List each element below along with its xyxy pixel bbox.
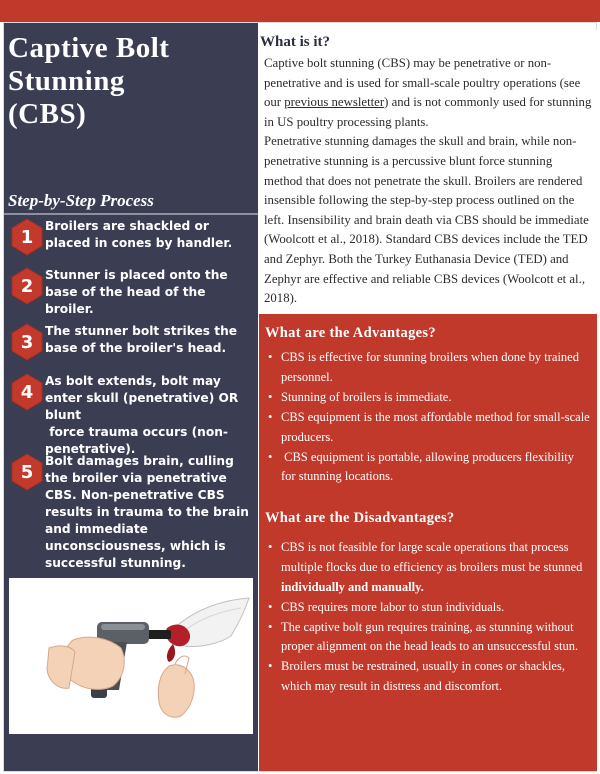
title-line: Captive Bolt xyxy=(8,32,170,64)
advantages-heading: What are the Advantages? xyxy=(265,325,436,341)
step-text-line: As bolt extends, bolt may enter skull (penetrative) OR blunt xyxy=(45,374,239,422)
top-accent-bar xyxy=(0,0,600,22)
captive-bolt-illustration xyxy=(9,578,253,734)
step-number: 3 xyxy=(20,331,34,353)
pros-cons-panel xyxy=(259,314,597,771)
list-item: • CBS equipment is portable, allowing producers flexibility for stunning locations. xyxy=(265,448,591,488)
what-is-it-paragraph xyxy=(264,54,592,132)
step-number-badge xyxy=(8,218,46,256)
previous-newsletter-link[interactable]: previous newsletter xyxy=(284,95,385,110)
list-item: • CBS is effective for stunning broilers when done by trained personnel. xyxy=(265,348,591,388)
step-text: Broilers are shackled or placed in cones by handler. xyxy=(45,219,233,250)
step-number-badge xyxy=(8,373,46,411)
what-is-it-section xyxy=(259,30,597,313)
paragraph-text: Captive bolt stunning (CBS) may be penetrative or non-penetrative and is used for small-scale poultry operations (see our xyxy=(264,56,581,110)
list-item xyxy=(265,538,591,597)
what-is-it-paragraph: Penetrative stunning damages the skull and brain, while non-penetrative stunning is a percussive blunt force stunning method that does not penetrate the skull. Broilers are rendered insensible following the step-by-step process outlined on the left. Insensibility and brain death via CBS should be immediate (Woolcott et al., 2018). Standard CBS devices include the TED and Zephyr. Both the Turkey Euthanasia Device (TED) and Zephyr are effective and reliable CBS devices (Woolcott et al., 2018). xyxy=(264,134,589,306)
disadvantages-list xyxy=(265,538,591,697)
steps-divider xyxy=(4,213,258,215)
paragraph-text: ) and is not commonly used for stunning in US poultry processing plants. xyxy=(264,95,592,129)
step-text: Bolt damages brain, culling the broiler via penetrative CBS. Non-penetrative CBS results in trauma to the brain and immediate unconsciousness, which is successful stunning. xyxy=(45,454,249,570)
disadvantages-heading: What are the Disadvantages? xyxy=(265,510,455,526)
step-number-badge xyxy=(8,267,46,305)
title-line: Stunning xyxy=(8,65,125,97)
step-number: 5 xyxy=(20,461,34,483)
page-title xyxy=(8,32,248,131)
list-item: • CBS equipment is the most affordable method for small-scale producers. xyxy=(265,408,591,448)
step-number-badge xyxy=(8,453,46,491)
step-text-line: force trauma occurs (non-penetrative). xyxy=(45,425,228,456)
list-item: • Stunning of broilers is immediate. xyxy=(265,388,591,408)
advantages-list xyxy=(265,348,591,487)
step-text: Stunner is placed onto the base of the head of the broiler. xyxy=(45,268,228,316)
step-number: 2 xyxy=(20,275,34,297)
list-item-emphasis: individually and manually. xyxy=(281,579,424,594)
list-item-text: CBS is not feasible for large scale operations that process multiple flocks due to efficiency as broilers must be stunned xyxy=(281,540,583,574)
list-item: • The captive bolt gun requires training, as stunning without proper alignment on the head leads to an unsuccessful stun. xyxy=(265,618,591,658)
captive-bolt-gun-icon xyxy=(9,578,253,734)
list-item: • CBS requires more labor to stun individuals. xyxy=(265,598,591,618)
step-number: 1 xyxy=(20,226,34,248)
step-number-badge xyxy=(8,323,46,361)
title-line: (CBS) xyxy=(8,98,87,130)
step-text xyxy=(45,373,257,458)
what-is-it-heading: What is it? xyxy=(260,34,331,50)
what-is-it-body xyxy=(264,54,592,309)
list-item: • Broilers must be restrained, usually in cones or shackles, which may result in distress and discomfort. xyxy=(265,657,591,697)
step-text: The stunner bolt strikes the base of the broiler's head. xyxy=(45,324,238,355)
step-number: 4 xyxy=(20,381,34,403)
steps-heading: Step-by-Step Process xyxy=(8,191,154,210)
